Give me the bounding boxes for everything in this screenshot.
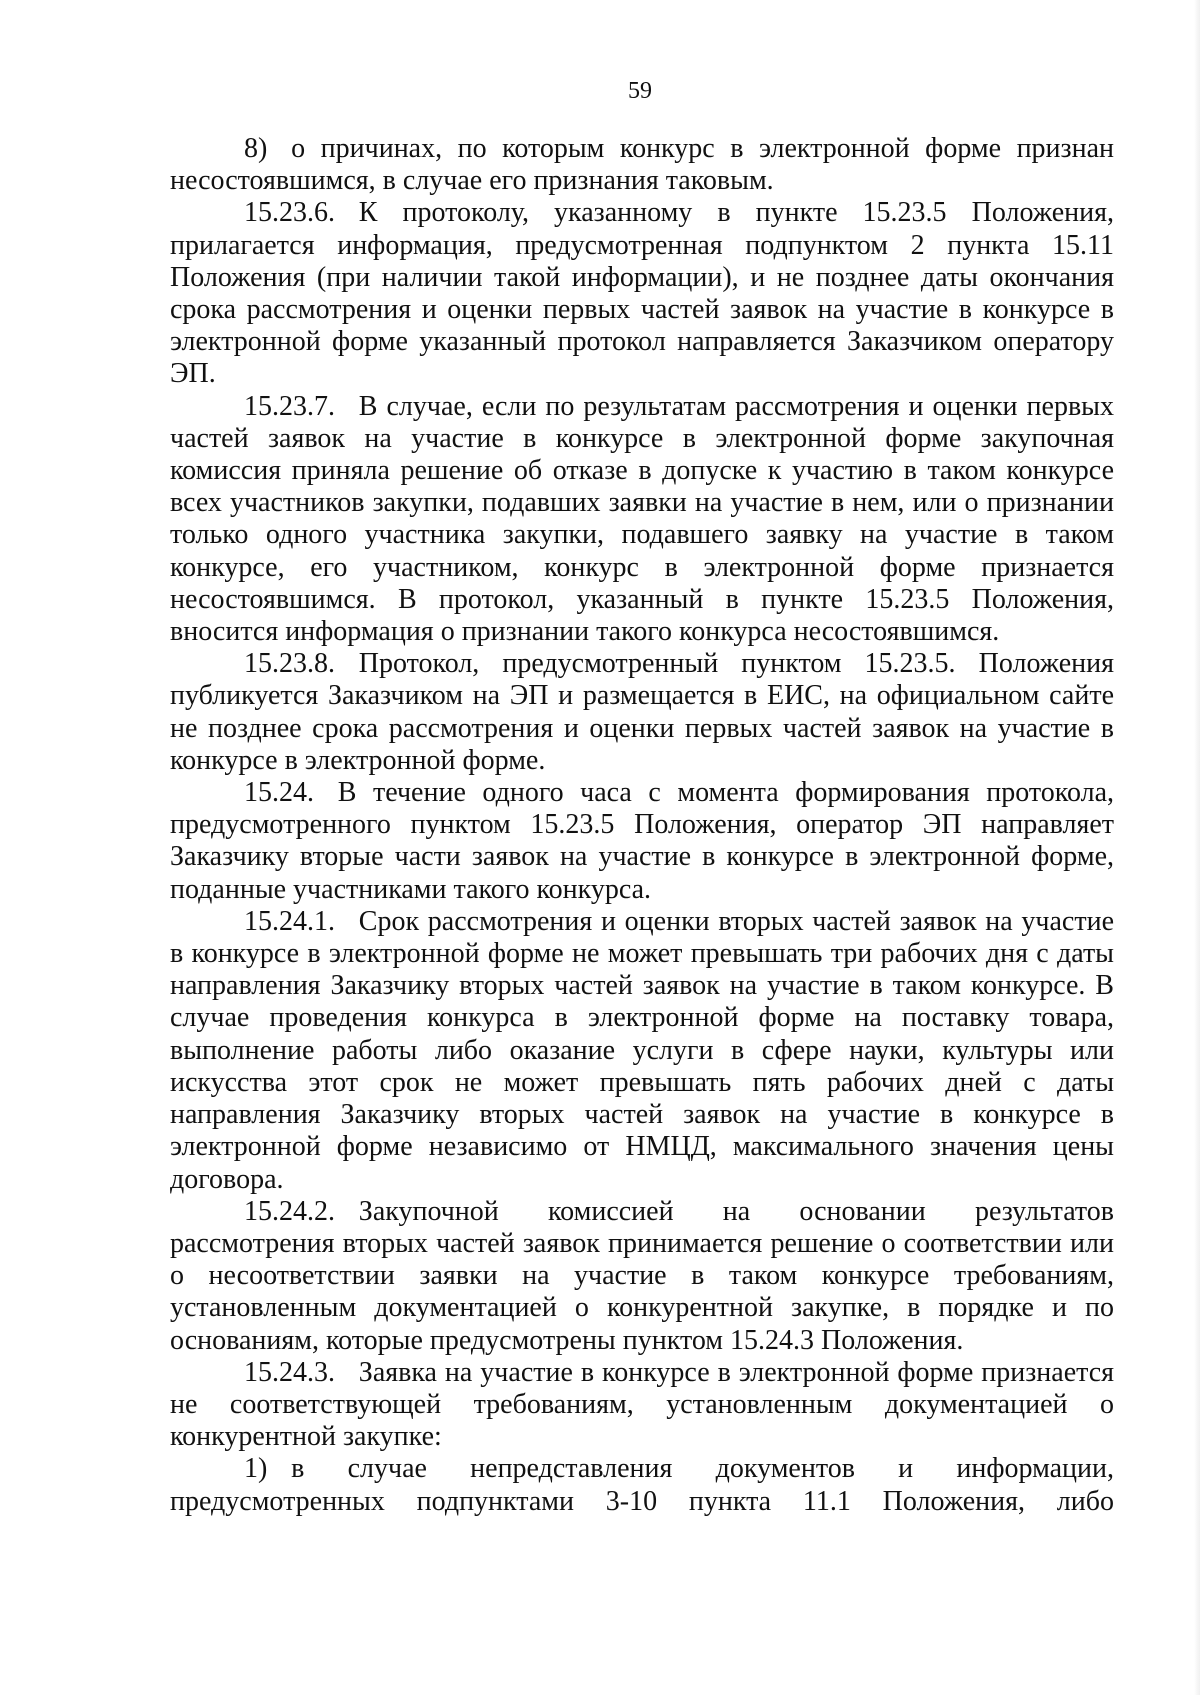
paragraph-number: 15.24. — [244, 777, 314, 809]
paragraph-text: Срок рассмотрения и оценки вторых частей заявок на участие в конкурсе в электронной форме не может превышать три рабочих дня с даты направления Заказчику вторых частей заявок на участие в таком конкурсе. В случае проведения конкурса в электронной форме на поставку товара, выполнение работы либо оказание услуги в сфере науки, культуры или искусства этот срок не может превышать пять рабочих дней с даты направления Заказчику вторых частей заявок на участие в конкурсе в электронной форме независимо от НМЦД, максимального значения цены договора. — [170, 905, 1114, 1195]
paragraph-15-24-3 — [170, 1357, 1114, 1454]
paragraph-15-24 — [170, 777, 1114, 906]
paragraph-text: в случае непредставления документов и информации, предусмотренных подпунктами 3-10 пункта 11.1 Положения, либо — [170, 1453, 1114, 1517]
paragraph-15-23-8 — [170, 648, 1114, 777]
paragraph-text: В случае, если по результатам рассмотрения и оценки первых частей заявок на участие в конкурсе в электронной форме закупочная комиссия приняла решение об отказе в допуске к участию в таком конкурсе всех участников закупки, подавших заявки на участие в нем, или о признании только одного участника закупки, подавшего заявку на участие в таком конкурсе, его участником, конкурс в электронной форме признается несостоявшимся. В протокол, указанный в пункте 15.23.5 Положения, вносится информация о признании такого конкурса несостоявшимся. — [170, 390, 1114, 648]
paragraph-15-23-7 — [170, 391, 1114, 649]
paragraph-number: 15.23.6. — [244, 197, 335, 229]
paragraph-number: 15.23.8. — [244, 648, 335, 680]
paragraph-15-24-2 — [170, 1196, 1114, 1357]
paragraph-text: К протоколу, указанному в пункте 15.23.5 Положения, прилагается информация, предусмотренная подпунктом 2 пункта 15.11 Положения (при наличии такой информации), и не позднее даты окончания срока рассмотрения и оценки первых частей заявок на участие в конкурсе в электронной форме указанный протокол направляется Заказчиком оператору ЭП. — [170, 197, 1114, 390]
paragraph-text: Протокол, предусмотренный пунктом 15.23.5. Положения публикуется Заказчиком на ЭП и размещается в ЕИС, на официальном сайте не позднее срока рассмотрения и оценки первых частей заявок на участие в конкурсе в электронной форме. — [170, 648, 1114, 776]
paragraph-15-24-1 — [170, 906, 1114, 1196]
paragraph-text: о причинах, по которым конкурс в электронной форме признан несостоявшимся, в случае его признания таковым. — [170, 133, 1114, 197]
paragraph-item-8 — [170, 133, 1114, 197]
document-body — [170, 133, 1114, 1518]
paragraph-number: 8) — [244, 133, 268, 164]
paragraph-item-1 — [170, 1453, 1114, 1517]
paragraph-text: В течение одного часа с момента формирования протокола, предусмотренного пунктом 15.23.5 Положения, оператор ЭП направляет Заказчику вторые части заявок на участие в конкурсе в электронной форме, поданные участниками такого конкурса. — [170, 777, 1114, 905]
paragraph-number: 15.24.1. — [244, 905, 335, 937]
paragraph-number: 15.24.3. — [244, 1356, 335, 1388]
paragraph-number: 15.23.7. — [244, 390, 335, 422]
paragraph-15-23-6 — [170, 197, 1114, 390]
paragraph-text: Закупочной комиссией на основании результатов рассмотрения вторых частей заявок принимается решение о соответствии или о несоответствии заявки на участие в таком конкурсе требованиям, установленным документацией о конкурентной закупке, в порядке и по основаниям, которые предусмотрены пунктом 15.24.3 Положения. — [170, 1195, 1114, 1356]
scan-edge-shadow — [1194, 0, 1200, 1695]
paragraph-number: 15.24.2. — [244, 1195, 335, 1227]
page-number: 59 — [628, 78, 652, 104]
paragraph-number: 1) — [244, 1453, 268, 1485]
paragraph-text: Заявка на участие в конкурсе в электронной форме признается не соответствующей требованиям, установленным документацией о конкурентной закупке: — [170, 1356, 1114, 1453]
